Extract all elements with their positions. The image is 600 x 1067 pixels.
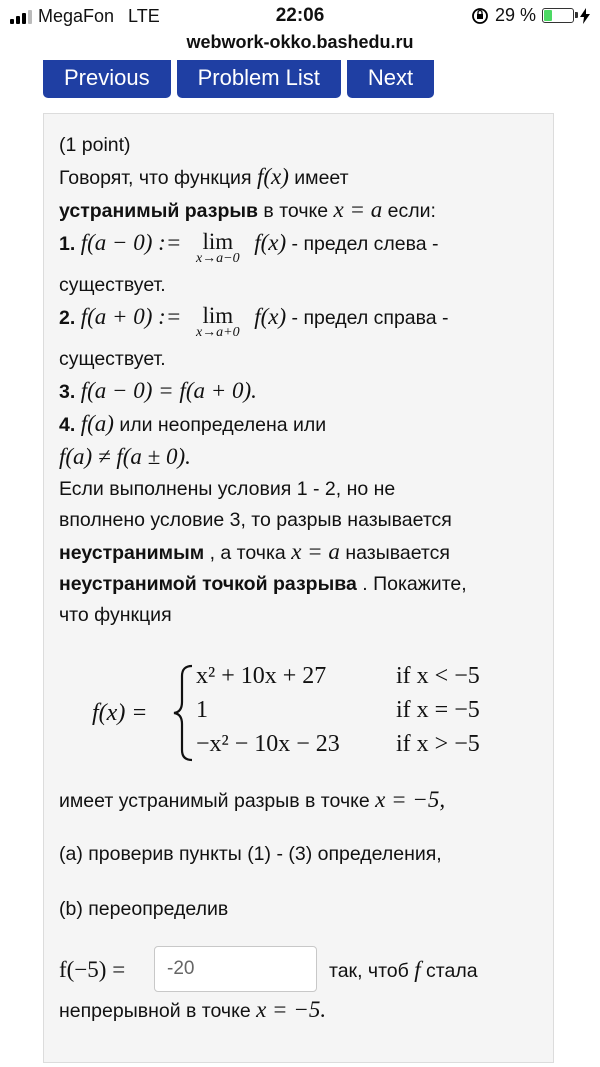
- summary-line-1: Если выполнены условия 1 - 2, но не: [59, 478, 396, 500]
- math-f-of-x: f(x): [254, 304, 287, 329]
- condition-text: или неопределена или: [119, 414, 327, 436]
- case-cond-3: if x > −5: [396, 731, 480, 757]
- summary-line-2: вполнено условие 3, то разрыв называется: [59, 509, 452, 531]
- math-condition-4: f(a) ≠ f(a ± 0).: [59, 444, 191, 469]
- lim-word: lim: [202, 229, 234, 254]
- carrier-name: MegaFon: [38, 6, 115, 26]
- summary-text: . Покажите,: [362, 573, 467, 595]
- math-f-minus-5: f(−5) =: [59, 957, 126, 982]
- case-expr-2: 1: [196, 697, 208, 723]
- condition-4-math: [59, 441, 538, 474]
- math-f-of-a: f(a): [80, 411, 114, 436]
- condition-number: 4.: [59, 414, 76, 436]
- left-brace: [170, 664, 196, 762]
- exists-text-1: существует.: [59, 274, 166, 296]
- points-label: (1 point): [59, 134, 131, 156]
- piecewise-lhs: f(x) =: [92, 700, 148, 726]
- nonremovable-term: неустранимым: [59, 542, 205, 564]
- case-cond-1: if x < −5: [396, 663, 480, 689]
- problem-navigation: [43, 60, 434, 98]
- became-text: стала: [426, 960, 478, 982]
- condition-1: [59, 227, 538, 266]
- part-a: (a) проверив пункты (1) - (3) определения,: [59, 843, 442, 865]
- after-answer-line: [329, 954, 478, 987]
- answer-input[interactable]: -20: [154, 946, 317, 992]
- answer-lhs: [59, 954, 125, 987]
- intro-text-end: имеет: [294, 167, 349, 189]
- removable-term: устранимый разрыв: [59, 200, 258, 222]
- math-f: f: [414, 957, 421, 982]
- removable-at-text: имеет устранимый разрыв в точке: [59, 790, 370, 812]
- math-x-eq-a: x = a: [291, 539, 340, 564]
- removable-at-line: [59, 784, 445, 817]
- clock: 22:06: [275, 5, 325, 26]
- after-answer-text: так, чтоб: [329, 960, 409, 982]
- condition-text: - предел слева -: [291, 233, 439, 255]
- lim-subscript: x→a+0: [195, 325, 240, 340]
- math-f-of-x: f(x): [256, 164, 289, 189]
- case-cond-2: if x = −5: [396, 697, 480, 723]
- status-bar: [0, 0, 600, 30]
- math-condition-3: f(a − 0) = f(a + 0).: [80, 378, 257, 403]
- if-text: если:: [387, 200, 436, 222]
- math-x-eq-minus-5: x = −5.: [256, 997, 327, 1022]
- continuous-line: [59, 994, 326, 1027]
- at-point-text: в точке: [263, 200, 329, 222]
- condition-2: [59, 301, 538, 340]
- limit-operator: [187, 303, 249, 340]
- case-expr-3: −x² − 10x − 23: [196, 731, 340, 757]
- continuous-text: непрерывной в точке: [59, 1000, 251, 1022]
- condition-number: 2.: [59, 307, 76, 329]
- battery-level-fill: [544, 10, 552, 21]
- exists-text-2: существует.: [59, 348, 166, 370]
- condition-text: - предел справа -: [291, 307, 449, 329]
- intro-text: Говорят, что функция: [59, 167, 252, 189]
- problem-panel: [43, 113, 554, 1063]
- orientation-lock-icon: [471, 7, 489, 25]
- summary-text: , а точка: [209, 542, 286, 564]
- part-b: (b) переопределив: [59, 898, 229, 920]
- math-right-limit-lhs: f(a + 0) :=: [80, 304, 182, 329]
- condition-number: 3.: [59, 381, 76, 403]
- summary-line-5: что функция: [59, 604, 172, 626]
- limit-operator: [187, 229, 249, 266]
- math-x-eq-minus-5: x = −5,: [375, 787, 446, 812]
- address-bar-url[interactable]: webwork-okko.bashedu.ru: [186, 32, 414, 52]
- intro-line: [59, 161, 538, 194]
- summary-line-3: [59, 536, 538, 569]
- nonremovable-point-term: неустранимой точкой разрыва: [59, 573, 357, 595]
- definition-line: [59, 194, 538, 227]
- previous-button[interactable]: Previous: [43, 60, 171, 98]
- next-button[interactable]: Next: [347, 60, 434, 98]
- math-x-eq-a: x = a: [333, 197, 383, 222]
- condition-3: [59, 375, 538, 408]
- battery-percent: 29 %: [494, 5, 536, 25]
- battery-icon: [542, 8, 574, 23]
- summary-line-4: [59, 569, 538, 600]
- case-expr-1: x² + 10x + 27: [196, 663, 327, 689]
- lim-word: lim: [202, 303, 234, 328]
- math-f-of-x: f(x): [254, 230, 287, 255]
- charging-bolt-icon: [580, 8, 590, 24]
- network-type: LTE: [128, 6, 160, 26]
- problem-list-button[interactable]: Problem List: [177, 60, 341, 98]
- condition-number: 1.: [59, 233, 76, 255]
- lim-subscript: x→a−0: [195, 251, 240, 266]
- math-left-limit-lhs: f(a − 0) :=: [80, 230, 182, 255]
- summary-text: называется: [345, 542, 450, 564]
- condition-4: [59, 408, 538, 441]
